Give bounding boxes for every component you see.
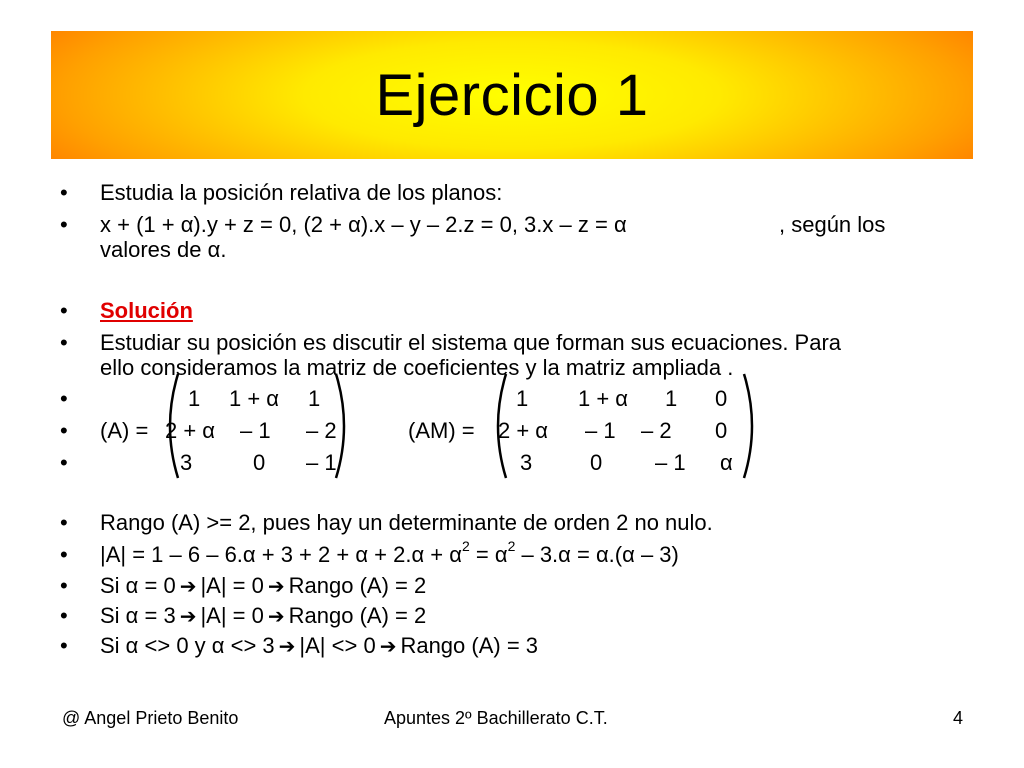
matrix-am-cell: 1 + α: [578, 386, 629, 411]
bullet-dot: •: [60, 180, 68, 205]
matrix-am-cell: α: [720, 450, 733, 475]
case-rank: Rango (A) = 2: [288, 603, 427, 628]
case-rank: Rango (A) = 2: [288, 573, 427, 598]
bullet-dot: •: [60, 633, 68, 658]
bullet-dot: •: [60, 450, 68, 475]
case-determinant: |A| = 0: [200, 573, 264, 598]
bullet-dot: •: [60, 330, 68, 355]
page-number: 4: [953, 708, 964, 728]
right-arrow-icon: ➔: [179, 606, 197, 628]
matrix-a-cell: – 2: [306, 418, 337, 443]
matrix-a-cell: 2 + α: [165, 418, 216, 443]
equations-line-tail: , según los: [779, 212, 886, 237]
solution-heading: Solución: [100, 298, 193, 323]
matrix-am-cell: – 2: [641, 418, 672, 443]
bullet-dot: •: [60, 386, 68, 411]
matrix-am-cell: 1: [516, 386, 529, 411]
matrix-am-cell: 0: [715, 418, 728, 443]
bullet-dot: •: [60, 298, 68, 323]
matrix-am-label: (AM) =: [408, 418, 475, 443]
matrix-a-cell: 1: [308, 386, 321, 411]
matrix-a-cell: 3: [180, 450, 193, 475]
determinant-line: [100, 537, 679, 568]
case-condition: Si α = 3: [100, 603, 176, 628]
determinant-expansion: |A| = 1 – 6 – 6.α + 3 + 2 + α + 2.α + α: [100, 542, 462, 567]
exponent: 2: [461, 537, 470, 554]
case-alpha-0: [100, 573, 426, 600]
matrix-a-cell: 1: [188, 386, 201, 411]
case-determinant: |A| <> 0: [299, 633, 376, 658]
bullet-dot: •: [60, 510, 68, 535]
rank-statement: Rango (A) >= 2, pues hay un determinante de orden 2 no nulo.: [100, 510, 713, 535]
bullet-dot: •: [60, 573, 68, 598]
case-condition: Si α <> 0 y α <> 3: [100, 633, 275, 658]
right-arrow-icon: ➔: [379, 636, 397, 658]
matrix-a-cell: 1 + α: [229, 386, 280, 411]
right-arrow-icon: ➔: [267, 606, 285, 628]
determinant-factored: – 3.α = α.(α – 3): [515, 542, 679, 567]
matrix-am-cell: 2 + α: [498, 418, 549, 443]
case-condition: Si α = 0: [100, 573, 176, 598]
case-rank: Rango (A) = 3: [400, 633, 539, 658]
footer-course: Apuntes 2º Bachillerato C.T.: [384, 708, 608, 728]
matrix-am-cell: 0: [590, 450, 603, 475]
determinant-simplified: = α: [469, 542, 508, 567]
explanation-line: Estudiar su posición es discutir el sistema que forman sus ecuaciones. Para: [100, 330, 842, 355]
bullet-dot: •: [60, 603, 68, 628]
right-arrow-icon: ➔: [179, 576, 197, 598]
statement-line: Estudia la posición relativa de los planos:: [100, 180, 503, 205]
case-alpha-other: [100, 633, 538, 660]
equations-line: x + (1 + α).y + z = 0, (2 + α).x – y – 2.z = 0, 3.x – z = α: [100, 212, 627, 237]
matrix-am-cell: 1: [665, 386, 678, 411]
bullet-dot: •: [60, 418, 68, 443]
right-arrow-icon: ➔: [278, 636, 296, 658]
matrix-am-cell: – 1: [585, 418, 616, 443]
bullet-dot: •: [60, 542, 68, 567]
explanation-line: ello consideramos la matriz de coeficientes y la matriz ampliada .: [100, 355, 734, 380]
matrix-a-cell: – 1: [306, 450, 337, 475]
matrix-am-cell: – 1: [655, 450, 686, 475]
matrix-a-label: (A) =: [100, 418, 149, 443]
right-arrow-icon: ➔: [267, 576, 285, 598]
slide-title: Ejercicio 1: [375, 62, 649, 128]
footer-author: @ Angel Prieto Benito: [62, 708, 239, 728]
exponent: 2: [507, 537, 516, 554]
bullet-dot: •: [60, 212, 68, 237]
matrix-a-cell: – 1: [240, 418, 271, 443]
statement-line: valores de α.: [100, 237, 227, 262]
case-determinant: |A| = 0: [200, 603, 264, 628]
matrix-am-cell: 3: [520, 450, 533, 475]
matrix-a-cell: 0: [253, 450, 266, 475]
matrix-am-cell: 0: [715, 386, 728, 411]
case-alpha-3: [100, 603, 426, 630]
